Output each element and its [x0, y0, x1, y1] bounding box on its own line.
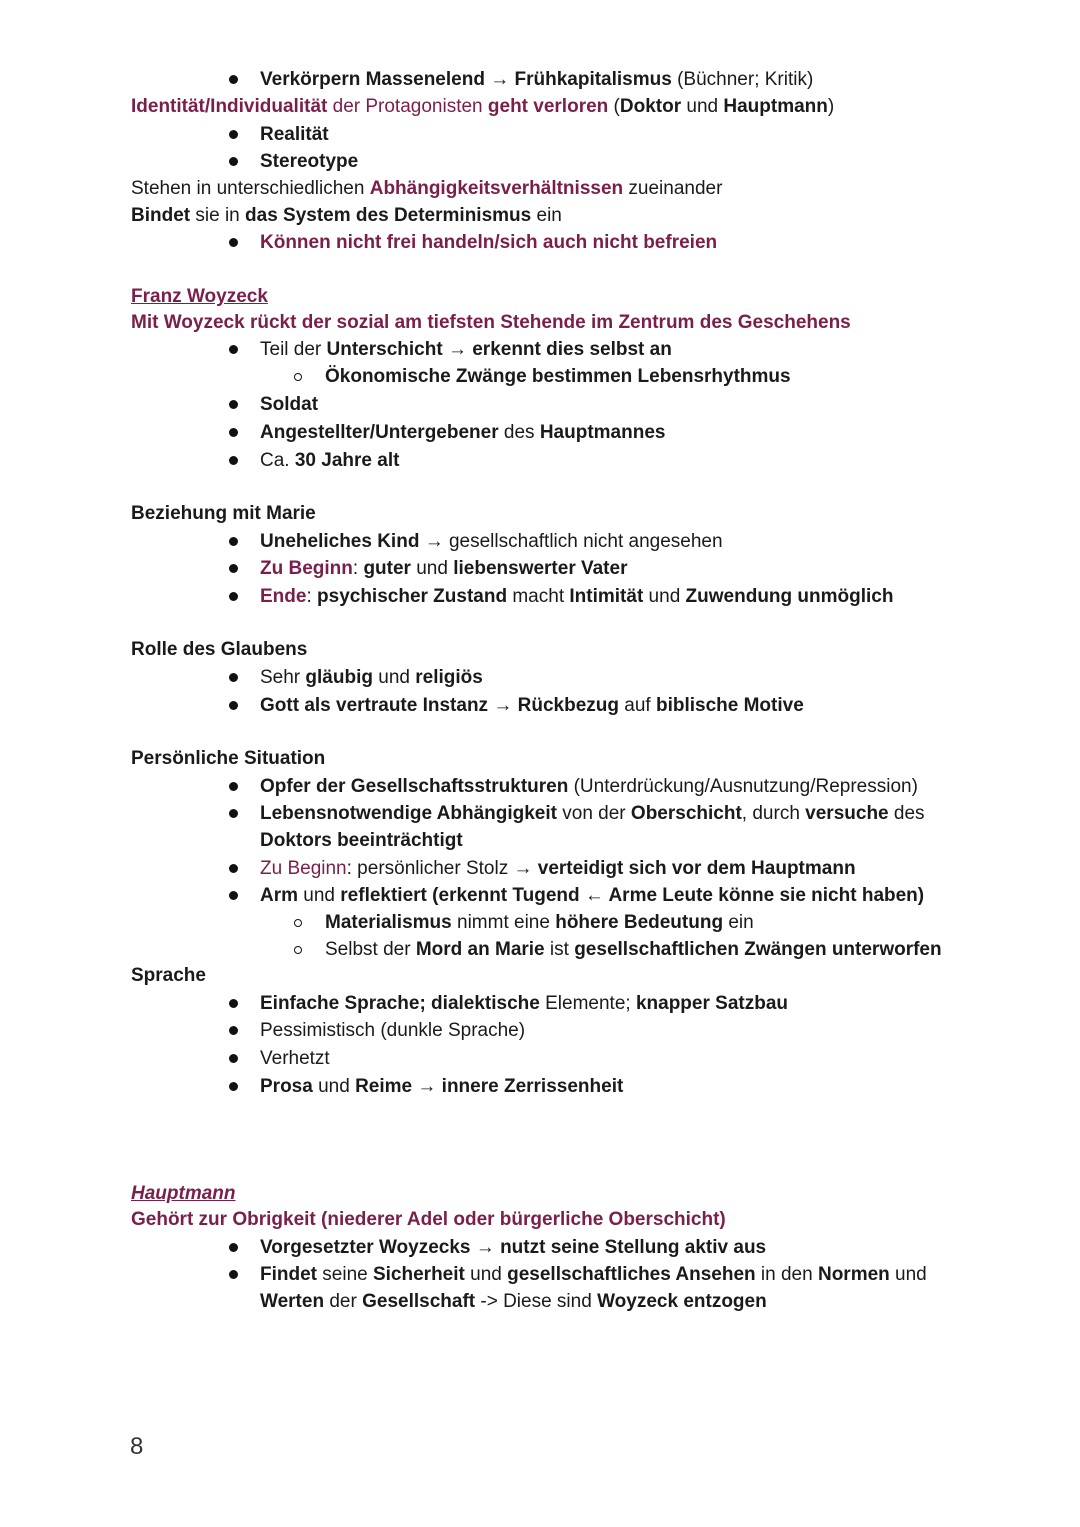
- text-run: verteidigt sich vor dem Hauptmann: [537, 858, 856, 879]
- text-run: Doktors beeinträchtigt: [260, 830, 463, 851]
- bullet-item: [260, 800, 925, 827]
- text-run: ein: [531, 205, 562, 226]
- text-run: Gehört zur Obrigkeit (niederer Adel oder bürgerliche Oberschicht): [131, 1209, 726, 1230]
- bullet-marker: [229, 592, 238, 601]
- bullet-marker: [229, 400, 238, 409]
- text-run: Hauptmann: [723, 96, 828, 117]
- text-run: nutzt seine Stellung aktiv aus: [500, 1237, 767, 1258]
- text-run: Stehen in unterschiedlichen: [131, 178, 370, 199]
- bullet-marker: [229, 1243, 238, 1252]
- text-run: Selbst der: [325, 939, 416, 960]
- text-run: Rückbezug: [517, 695, 619, 716]
- text-run: Ca.: [260, 450, 295, 471]
- bullet-marker: [229, 537, 238, 546]
- text-run: des: [888, 803, 925, 824]
- text-run: Opfer der Gesellschaftsstrukturen: [260, 776, 569, 797]
- text-run: gläubig: [305, 667, 373, 688]
- text-run: Einfache Sprache; dialektische: [260, 993, 540, 1014]
- bullet-item: [260, 1045, 330, 1072]
- bullet-item: [260, 692, 804, 719]
- text-run: →: [412, 1076, 442, 1097]
- text-run: der: [324, 1291, 363, 1312]
- text-run: das System des Determinismus: [245, 205, 532, 226]
- bullet-item: [260, 528, 723, 555]
- bullet-item: [260, 773, 918, 800]
- note-line: [131, 1180, 236, 1207]
- text-run: Rolle des Glaubens: [131, 639, 308, 660]
- text-run: Angestellter/Untergebener: [260, 422, 499, 443]
- text-run: Uneheliches Kind: [260, 531, 420, 552]
- text-run: Teil der: [260, 339, 327, 360]
- note-line: [131, 636, 307, 663]
- bullet-marker: [229, 1054, 238, 1063]
- sub-bullet-item: [325, 936, 942, 963]
- text-run: Hauptmannes: [539, 422, 666, 443]
- text-run: von der: [556, 803, 631, 824]
- text-run: →: [513, 858, 538, 879]
- bullet-item: [260, 391, 318, 418]
- text-run: :: [306, 586, 318, 607]
- text-run: Pessimistisch (dunkle Sprache): [260, 1020, 526, 1041]
- text-run: Sehr: [260, 667, 306, 688]
- note-line: [131, 500, 316, 527]
- text-run: Woyzeck entzogen: [597, 1291, 767, 1312]
- bullet-marker: [229, 782, 238, 791]
- text-run: → gesellschaftlich nicht angesehen: [419, 531, 723, 552]
- text-run: erkennt dies selbst an: [472, 339, 672, 360]
- text-run: Intimität: [569, 586, 644, 607]
- bullet-item: [260, 827, 463, 854]
- text-run: Gott als vertraute Instanz: [260, 695, 489, 716]
- text-run: religiös: [415, 667, 483, 688]
- bullet-item: [260, 121, 329, 148]
- text-run: Zu Beginn: [260, 858, 347, 879]
- note-line: [131, 93, 834, 120]
- text-run: -> Diese sind: [475, 1291, 598, 1312]
- text-run: und: [464, 1264, 508, 1285]
- sub-bullet-marker: [294, 946, 302, 954]
- note-line: [131, 283, 268, 310]
- text-run: zueinander: [623, 178, 723, 199]
- text-run: seine: [317, 1264, 373, 1285]
- bullet-marker: [229, 809, 238, 818]
- sub-bullet-marker: [294, 919, 302, 927]
- text-run: biblische Motive: [655, 695, 804, 716]
- text-run: (Büchner; Kritik): [671, 69, 814, 90]
- text-run: nimmt eine: [451, 912, 556, 933]
- text-run: Elemente;: [539, 993, 636, 1014]
- bullet-marker: [229, 238, 238, 247]
- text-run: : persönlicher Stolz: [346, 858, 514, 879]
- text-run: Frühkapitalismus: [514, 69, 672, 90]
- text-run: macht: [507, 586, 570, 607]
- text-run: gesellschaftlichen Zwängen unterworfen: [574, 939, 942, 960]
- bullet-item: [260, 1261, 927, 1288]
- text-run: und: [643, 586, 686, 607]
- text-run: Soldat: [260, 394, 319, 415]
- bullet-marker: [229, 428, 238, 437]
- text-run: Unterschicht: [326, 339, 443, 360]
- bullet-marker: [229, 673, 238, 682]
- note-line: [131, 202, 562, 229]
- sub-bullet-item: [325, 909, 754, 936]
- bullet-item: [260, 229, 717, 256]
- text-run: in den: [755, 1264, 818, 1285]
- sub-bullet-item: [325, 363, 791, 390]
- text-run: sie in: [190, 205, 246, 226]
- text-run: 30 Jahre alt: [294, 450, 400, 471]
- text-run: guter: [363, 558, 411, 579]
- bullet-marker: [229, 345, 238, 354]
- text-run: Franz Woyzeck: [131, 286, 268, 307]
- bullet-item: [260, 855, 856, 882]
- text-run: Beziehung mit Marie: [131, 503, 316, 524]
- text-run: gesellschaftliches Ansehen: [507, 1264, 756, 1285]
- text-run: →: [442, 339, 473, 360]
- bullet-item: [260, 447, 399, 474]
- text-run: der Protagonisten: [327, 96, 488, 117]
- bullet-item: [260, 1017, 525, 1044]
- text-run: und: [372, 667, 416, 688]
- text-run: Identität/Individualität: [131, 96, 328, 117]
- text-run: Verkörpern Massenelend: [260, 69, 485, 90]
- bullet-item: [260, 583, 893, 610]
- text-run: , durch: [741, 803, 806, 824]
- bullet-marker: [229, 1026, 238, 1035]
- text-run: und: [889, 1264, 927, 1285]
- bullet-marker: [229, 891, 238, 900]
- bullet-marker: [229, 701, 238, 710]
- note-line: [131, 962, 206, 989]
- text-run: ist: [544, 939, 575, 960]
- text-run: (erkennt Tugend ← Arme Leute könne sie nicht haben): [426, 885, 925, 906]
- text-run: Bindet: [131, 205, 191, 226]
- text-run: reflektiert: [340, 885, 427, 906]
- text-run: Verhetzt: [260, 1048, 330, 1069]
- text-run: :: [352, 558, 364, 579]
- text-run: Normen: [817, 1264, 890, 1285]
- bullet-item: [260, 66, 813, 93]
- text-run: Ende: [260, 586, 307, 607]
- text-run: Sprache: [131, 965, 206, 986]
- text-run: Findet: [260, 1264, 317, 1285]
- text-run: Zuwendung unmöglich: [685, 586, 894, 607]
- page-number: 8: [130, 1433, 144, 1460]
- text-run: Stereotype: [260, 151, 359, 172]
- text-run: Prosa: [260, 1076, 313, 1097]
- note-line: [131, 1206, 726, 1233]
- bullet-marker: [229, 130, 238, 139]
- bullet-marker: [229, 157, 238, 166]
- bullet-marker: [229, 1082, 238, 1091]
- text-run: und: [410, 558, 454, 579]
- text-run: und: [681, 96, 724, 117]
- text-run: innere Zerrissenheit: [441, 1076, 624, 1097]
- text-run: liebenswerter Vater: [453, 558, 628, 579]
- text-run: →: [488, 695, 518, 716]
- text-run: und: [312, 1076, 356, 1097]
- text-run: Persönliche Situation: [131, 748, 326, 769]
- sub-bullet-marker: [294, 373, 302, 381]
- bullet-marker: [229, 564, 238, 573]
- bullet-marker: [229, 456, 238, 465]
- note-line: [131, 309, 851, 336]
- text-run: des: [498, 422, 540, 443]
- text-run: Materialismus: [325, 912, 452, 933]
- text-run: Reime: [355, 1076, 413, 1097]
- text-run: Vorgesetzter Woyzecks: [260, 1237, 471, 1258]
- bullet-item: [260, 882, 924, 909]
- text-run: auf: [618, 695, 656, 716]
- text-run: (Unterdrückung/Ausnutzung/Repression): [568, 776, 918, 797]
- text-run: Arm: [260, 885, 299, 906]
- bullet-item: [260, 336, 672, 363]
- note-line: [131, 745, 325, 772]
- text-run: höhere Bedeutung: [555, 912, 724, 933]
- text-run: Ökonomische Zwänge bestimmen Lebensrhythmus: [325, 366, 791, 387]
- bullet-marker: [229, 1270, 238, 1279]
- text-run: Mord an Marie: [415, 939, 545, 960]
- text-run: Mit Woyzeck rückt der sozial am tiefsten Stehende im Zentrum des Geschehens: [131, 312, 851, 333]
- text-run: Realität: [260, 124, 329, 145]
- bullet-marker: [229, 999, 238, 1008]
- text-run: psychischer Zustand: [317, 586, 508, 607]
- bullet-item: [260, 664, 483, 691]
- text-run: Gesellschaft: [362, 1291, 476, 1312]
- text-run: Abhängigkeitsverhältnissen: [369, 178, 624, 199]
- text-run: geht verloren: [487, 96, 609, 117]
- text-run: und: [298, 885, 341, 906]
- bullet-item: [260, 419, 665, 446]
- bullet-item: [260, 1073, 623, 1100]
- bullet-item: [260, 148, 358, 175]
- bullet-marker: [229, 75, 238, 84]
- text-run: ): [827, 96, 835, 117]
- bullet-item: [260, 1288, 767, 1315]
- text-run: Hauptmann: [131, 1183, 236, 1204]
- note-line: [131, 175, 722, 202]
- bullet-item: [260, 1234, 766, 1261]
- text-run: Sicherheit: [372, 1264, 465, 1285]
- text-run: knapper Satzbau: [635, 993, 788, 1014]
- text-run: Doktor: [619, 96, 682, 117]
- text-run: ein: [723, 912, 754, 933]
- bullet-marker: [229, 864, 238, 873]
- text-run: Zu Beginn: [260, 558, 353, 579]
- text-run: Werten: [260, 1291, 325, 1312]
- bullet-item: [260, 555, 627, 582]
- text-run: versuche: [805, 803, 889, 824]
- text-run: Oberschicht: [630, 803, 742, 824]
- text-run: Können nicht frei handeln/sich auch nicht befreien: [260, 232, 718, 253]
- text-run: (: [608, 96, 620, 117]
- bullet-item: [260, 990, 788, 1017]
- text-run: →: [484, 69, 515, 90]
- text-run: Lebensnotwendige Abhängigkeit: [260, 803, 557, 824]
- text-run: →: [470, 1237, 501, 1258]
